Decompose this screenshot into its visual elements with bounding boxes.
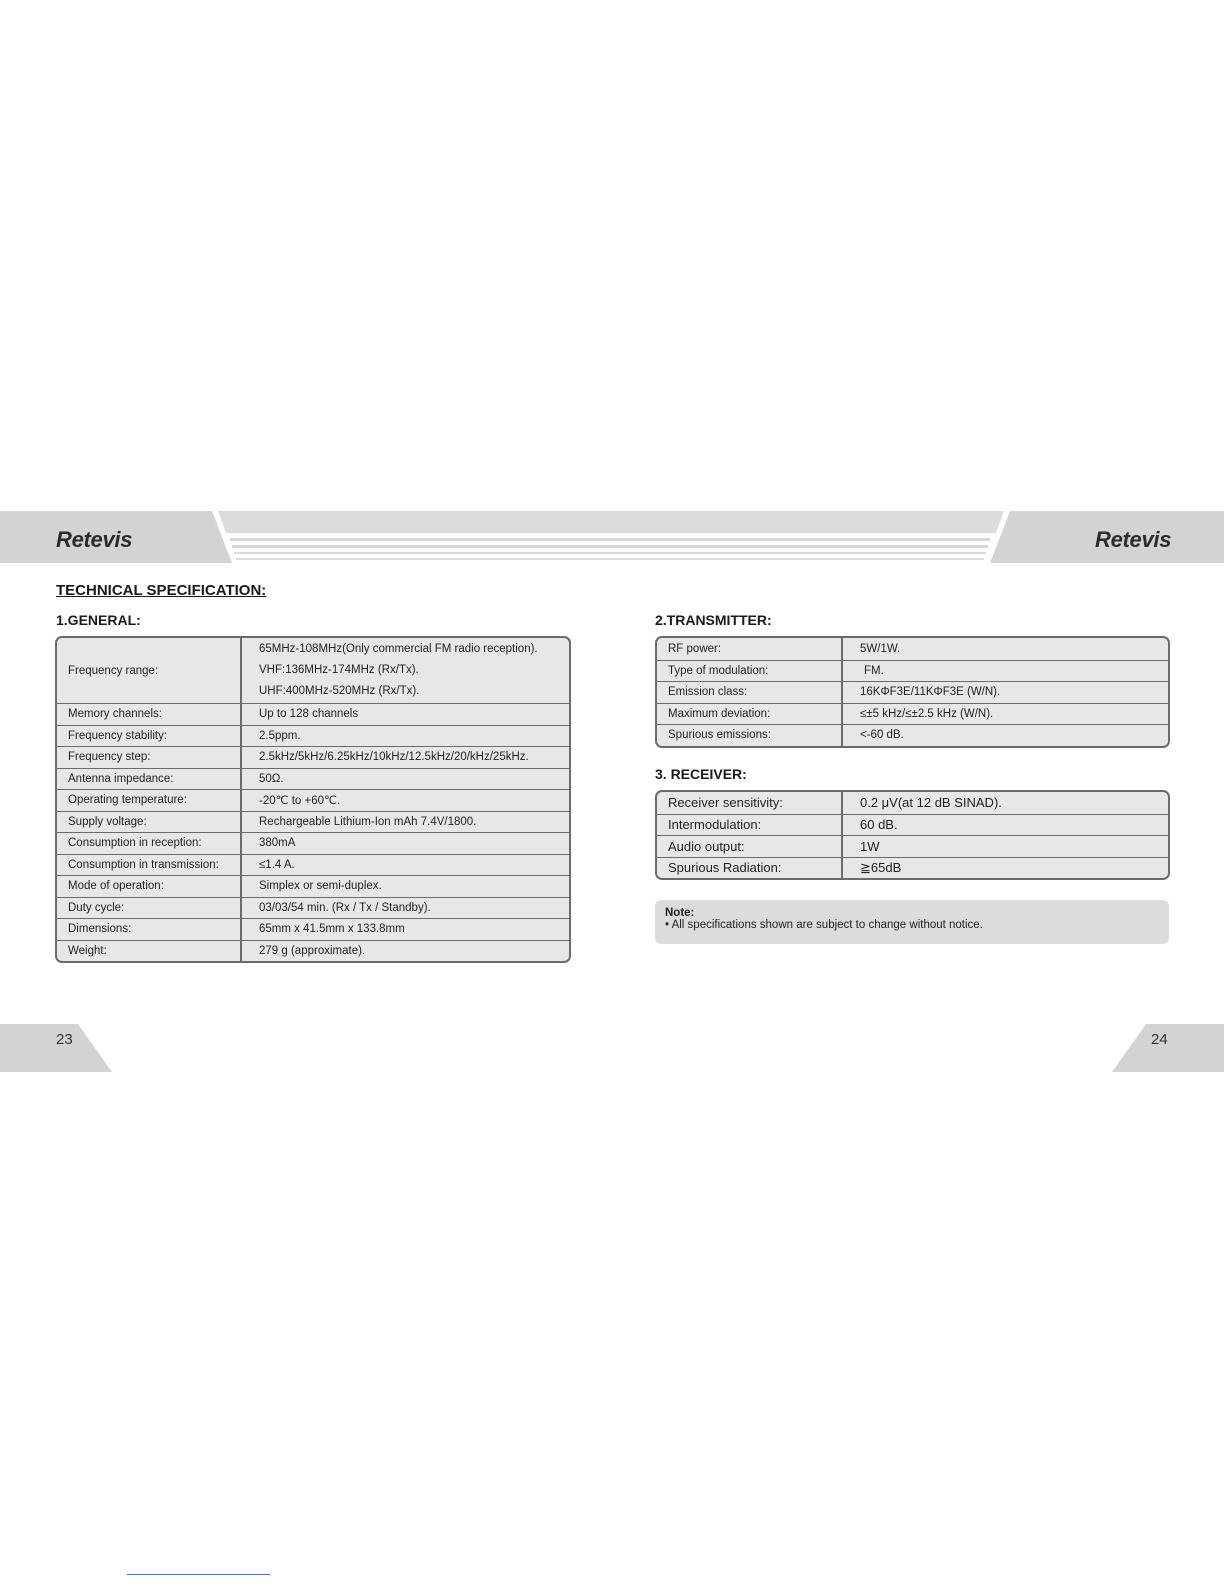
table-row xyxy=(57,875,569,897)
table-row xyxy=(657,681,1168,703)
row-value: 2.5kHz/5kHz/6.25kHz/10kHz/12.5kHz/20/kHz/25kHz. xyxy=(259,751,529,764)
row-value: 380mA xyxy=(259,837,296,850)
table-row xyxy=(657,814,1168,836)
table-row xyxy=(57,638,569,703)
row-value: Rechargeable Lithium-Ion mAh 7.4V/1800. xyxy=(259,815,477,828)
row-value: 65mm x 41.5mm x 133.8mm xyxy=(259,923,405,936)
row-label: Receiver sensitivity: xyxy=(657,792,843,814)
row-label: Frequency step: xyxy=(57,747,242,768)
row-label: Duty cycle: xyxy=(57,898,242,919)
table-row xyxy=(57,789,569,811)
table-row xyxy=(57,918,569,940)
row-value: 50Ω. xyxy=(259,772,284,785)
receiver-table xyxy=(655,790,1170,880)
row-label: Frequency stability: xyxy=(57,726,242,747)
row-label: Weight: xyxy=(57,941,242,962)
row-value: ≧65dB xyxy=(860,859,902,875)
table-row xyxy=(57,832,569,854)
footer-line xyxy=(127,1574,270,1575)
table-row xyxy=(57,703,569,725)
table-row xyxy=(657,792,1168,814)
note-text: • All specifications shown are subject to change without notice. xyxy=(665,919,983,931)
logo-right: Retevis xyxy=(1095,527,1172,552)
row-value xyxy=(242,638,538,703)
table-row xyxy=(657,724,1168,746)
row-value: FM. xyxy=(864,664,884,677)
row-value: -20℃ to +60℃. xyxy=(259,795,341,808)
row-label: Consumption in reception: xyxy=(57,833,242,854)
table-row xyxy=(57,897,569,919)
row-label: Operating temperature: xyxy=(57,790,242,811)
row-label: Antenna impedance: xyxy=(57,769,242,790)
row-value: <-60 dB. xyxy=(860,729,904,742)
row-value: 279 g (approximate). xyxy=(259,944,366,957)
note-box xyxy=(655,900,1169,944)
note-title: Note: xyxy=(665,907,695,919)
row-label: Type of modulation: xyxy=(657,661,843,682)
value-line: 65MHz-108MHz(Only commercial FM radio reception). xyxy=(259,643,538,655)
row-value: 0.2 μV(at 12 dB SINAD). xyxy=(860,795,1002,811)
row-value: 03/03/54 min. (Rx / Tx / Standby). xyxy=(259,901,431,914)
row-label: Memory channels: xyxy=(57,704,242,725)
page-title: TECHNICAL SPECIFICATION: xyxy=(56,582,267,599)
page-number-left: 23 xyxy=(56,1031,73,1048)
row-label: Dimensions: xyxy=(57,919,242,940)
table-row xyxy=(657,835,1168,857)
row-value: Up to 128 channels xyxy=(259,708,359,721)
page-number-right: 24 xyxy=(1151,1031,1168,1048)
table-row xyxy=(657,638,1168,660)
logo-left: Retevis xyxy=(56,527,133,552)
row-label: Spurious Radiation: xyxy=(657,858,843,879)
table-row xyxy=(57,854,569,876)
row-label: Mode of operation: xyxy=(57,876,242,897)
row-label: Consumption in transmission: xyxy=(57,855,242,876)
row-label: Spurious emissions: xyxy=(657,725,843,746)
row-label: RF power: xyxy=(657,638,843,660)
header-band xyxy=(0,511,1224,563)
row-label: Maximum deviation: xyxy=(657,704,843,725)
table-row xyxy=(57,768,569,790)
table-row xyxy=(57,940,569,962)
row-label: Frequency range: xyxy=(57,638,242,703)
row-value: 5W/1W. xyxy=(860,642,901,655)
table-row xyxy=(657,703,1168,725)
table-row xyxy=(657,857,1168,879)
table-row xyxy=(57,725,569,747)
transmitter-heading: 2.TRANSMITTER: xyxy=(655,612,772,628)
general-heading: 1.GENERAL: xyxy=(56,612,141,628)
table-row xyxy=(657,660,1168,682)
row-value: 1W xyxy=(860,838,880,854)
value-line: UHF:400MHz-520MHz (Rx/Tx). xyxy=(259,685,420,697)
row-label: Intermodulation: xyxy=(657,815,843,836)
value-line: VHF:136MHz-174MHz (Rx/Tx). xyxy=(259,664,419,676)
receiver-heading: 3. RECEIVER: xyxy=(655,766,747,782)
row-label: Supply voltage: xyxy=(57,812,242,833)
row-value: 16KΦF3E/11KΦF3E (W/N). xyxy=(860,686,1001,699)
row-label: Audio output: xyxy=(657,836,843,857)
row-value: ≤±5 kHz/≤±2.5 kHz (W/N). xyxy=(860,707,994,720)
table-row xyxy=(57,746,569,768)
row-label: Emission class: xyxy=(657,682,843,703)
row-value: ≤1.4 A. xyxy=(259,858,295,871)
row-value: Simplex or semi-duplex. xyxy=(259,880,382,893)
table-row xyxy=(57,811,569,833)
row-value: 2.5ppm. xyxy=(259,729,301,742)
general-table xyxy=(55,636,571,963)
transmitter-table xyxy=(655,636,1170,748)
row-value: 60 dB. xyxy=(860,817,898,833)
